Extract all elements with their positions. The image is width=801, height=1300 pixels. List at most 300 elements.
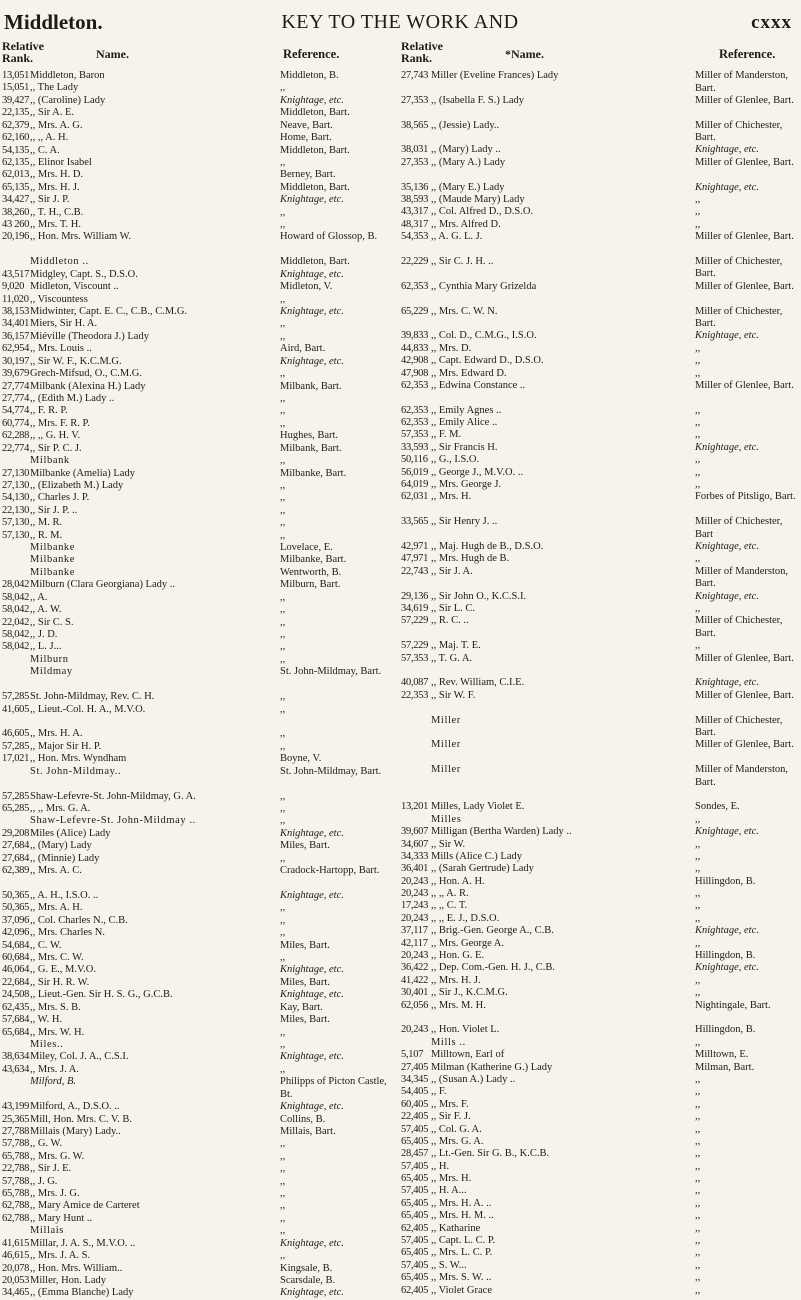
- list-item: [2, 977, 394, 989]
- entry-reference: ,,: [280, 815, 286, 827]
- entry-reference: ,,: [695, 937, 701, 949]
- list-item: [2, 1126, 394, 1138]
- list-item: [401, 1111, 800, 1123]
- entry-reference: Milbanke, Bart.: [280, 467, 347, 479]
- list-item: [2, 381, 394, 393]
- relative-rank: 33,565: [401, 516, 429, 528]
- relative-rank: 65,229: [401, 305, 429, 317]
- relative-rank: 38,153: [2, 306, 30, 318]
- list-item: [2, 927, 394, 939]
- entry-name: ,, (Mary A.) Lady: [431, 156, 506, 168]
- relative-rank: 46,064: [2, 964, 30, 976]
- entry-name: Miles (Alice) Lady: [30, 827, 111, 839]
- entry-reference: ,,: [280, 740, 286, 752]
- entry-name: ,, Elinor Isabel: [30, 156, 92, 168]
- entry-name: ,, Col. D., C.M.G., I.S.O.: [431, 330, 537, 342]
- entry-reference: ,,: [280, 504, 286, 516]
- list-item: [2, 1039, 394, 1051]
- list-item: [401, 1161, 800, 1173]
- entry-name: ,, Mrs. H. D.: [30, 169, 84, 181]
- entry-reference: Knightage, etc.: [695, 677, 759, 689]
- relative-rank: 57,684: [2, 1014, 30, 1026]
- relative-rank: 27,684: [2, 852, 30, 864]
- entry-name: Middleton ..: [30, 256, 89, 268]
- relative-rank: 9,020: [2, 281, 25, 293]
- relative-rank: 17,021: [2, 753, 30, 765]
- entry-reference: Milbank, Bart.: [280, 442, 342, 454]
- entry-reference: ,,: [280, 156, 286, 168]
- relative-rank: 43,199: [2, 1101, 30, 1113]
- entry-reference: Millais, Bart.: [280, 1125, 336, 1137]
- list-item: [2, 915, 394, 927]
- entry-reference: Knightage, etc.: [695, 144, 759, 156]
- entry-name: ,, Sir Francis H.: [431, 441, 498, 453]
- list-item: [401, 95, 800, 120]
- list-item: [401, 1235, 800, 1247]
- entry-name: Milbanke: [30, 542, 76, 554]
- entry-name: ,, ,, E. J., D.S.O.: [431, 912, 500, 924]
- relative-rank: 62,405: [401, 1284, 429, 1296]
- relative-rank: 20,243: [401, 950, 429, 962]
- list-item: [2, 542, 394, 554]
- relative-rank: 15,051: [2, 82, 30, 94]
- list-item: [2, 1200, 394, 1212]
- list-item: [401, 640, 800, 652]
- entry-reference: ,,: [280, 1163, 286, 1175]
- list-item: [2, 368, 394, 380]
- entry-name: ,, Sir C. J. H. ..: [431, 255, 494, 267]
- relative-rank: 54,684: [2, 939, 30, 951]
- list-item: [401, 380, 800, 405]
- list-item: [2, 468, 394, 480]
- entry-name: ,, Hon. G. E.: [431, 950, 485, 962]
- entry-reference: Nightingale, Bart.: [695, 999, 771, 1011]
- list-item: [401, 256, 800, 281]
- entry-reference: Middleton, B.: [280, 70, 339, 81]
- relative-rank: 62,954: [2, 343, 30, 355]
- list-item: [401, 739, 800, 764]
- entry-name: Mills ..: [431, 1036, 466, 1048]
- list-item: [401, 925, 800, 937]
- relative-rank: 22,405: [401, 1111, 429, 1123]
- entry-name: Millais (Mary) Lady..: [30, 1125, 121, 1137]
- list-item: [2, 828, 394, 840]
- entry-reference: Kay, Bart.: [280, 1001, 323, 1013]
- entry-name: ,, Mrs. T. H.: [30, 219, 81, 231]
- relative-rank: 60,774: [2, 417, 30, 429]
- list-item: [2, 1213, 394, 1225]
- list-item: [2, 1263, 394, 1275]
- entry-reference: ,,: [280, 492, 286, 504]
- relative-rank: 36,422: [401, 962, 429, 974]
- entry-reference: Miller of Glenlee, Bart.: [695, 156, 794, 168]
- entry-reference: ,,: [280, 952, 286, 964]
- list-item: [2, 741, 394, 753]
- list-item: [2, 157, 394, 169]
- list-item: [401, 1285, 800, 1297]
- list-item: [2, 530, 394, 542]
- entry-reference: Howard of Glossop, B.: [280, 231, 378, 243]
- entry-reference: ,,: [280, 641, 286, 653]
- list-item: [2, 952, 394, 964]
- list-item: [401, 1136, 800, 1148]
- list-item: [401, 566, 800, 591]
- entry-reference: ,,: [280, 1026, 286, 1038]
- relative-rank: 62,353: [401, 379, 429, 391]
- entry-reference: ,,: [280, 790, 286, 802]
- relative-rank: 65,405: [401, 1135, 429, 1147]
- right-column: [401, 40, 800, 1297]
- relative-rank: 20,243: [401, 912, 429, 924]
- list-item: [2, 70, 394, 82]
- entry-name: ,, Hon. Mrs. William..: [30, 1262, 123, 1274]
- list-item: [401, 1247, 800, 1259]
- entry-name: ,, Mrs. H. A. ..: [431, 1197, 492, 1209]
- entry-name: Middleton, Baron: [30, 70, 105, 81]
- list-item: [401, 1086, 800, 1098]
- list-item: [2, 95, 394, 107]
- entry-name: ,, A. W.: [30, 604, 62, 616]
- list-item: [401, 120, 800, 145]
- list-item: [401, 1173, 800, 1185]
- entry-name: ,, Hon. Violet L.: [431, 1024, 500, 1036]
- entry-name: ,, Violet Grace: [431, 1284, 492, 1296]
- entry-reference: Miller of Glenlee, Bart.: [695, 379, 794, 391]
- relative-rank: 29,208: [2, 827, 30, 839]
- entry-reference: Middleton, Bart.: [280, 181, 350, 193]
- list-item: [2, 1101, 394, 1113]
- entry-name: ,, Mrs. Charles N.: [30, 927, 105, 939]
- list-item: [2, 567, 394, 579]
- entry-reference: ,,: [695, 900, 701, 912]
- entry-reference: ,,: [280, 902, 286, 914]
- list-item: [2, 1250, 394, 1262]
- relative-rank: 43 260: [2, 219, 30, 231]
- list-item: [2, 207, 394, 219]
- list-item: [2, 803, 394, 815]
- list-item: [2, 554, 394, 566]
- list-item: [2, 1051, 394, 1063]
- entry-reference: Miles, Bart.: [280, 840, 330, 852]
- entry-reference: ,,: [280, 1038, 286, 1050]
- list-item: [2, 132, 394, 144]
- entry-name: ,, Sir John O., K.C.S.I.: [431, 590, 527, 602]
- relative-rank: 39,833: [401, 330, 429, 342]
- relative-rank: 54,774: [2, 405, 30, 417]
- entry-reference: ,,: [280, 1150, 286, 1162]
- relative-rank: 27,353: [401, 156, 429, 168]
- entry-reference: ,,: [695, 974, 701, 986]
- entry-name: ,, Major Sir H. P.: [30, 740, 102, 752]
- entry-reference: ,,: [280, 1250, 286, 1262]
- relative-rank: 43,517: [2, 268, 30, 280]
- entry-name: Milford, B.: [30, 1076, 76, 1088]
- relative-rank: 38,260: [2, 206, 30, 218]
- relative-rank: 57,788: [2, 1138, 30, 1150]
- entry-name: ,, Mrs. C. W. N.: [431, 305, 498, 317]
- entry-name: ,, Sir J. E.: [30, 1163, 72, 1175]
- entry-reference: Milltown, E.: [695, 1049, 749, 1061]
- entry-name: ,, Mary Amice de Carteret: [30, 1200, 140, 1212]
- entry-reference: Boyne, V.: [280, 753, 322, 765]
- entry-name: ,, A. G. L. J.: [431, 231, 483, 243]
- relative-rank: 65,788: [2, 1150, 30, 1162]
- list-item: [401, 764, 800, 801]
- entry-name: ,, Hon. Mrs. William W.: [30, 231, 132, 243]
- entry-name: ,, A.: [30, 591, 48, 603]
- relative-rank: 20,196: [2, 231, 30, 243]
- list-item: [2, 815, 394, 827]
- relative-rank: 65,405: [401, 1197, 429, 1209]
- entry-name: ,, Viscountess: [30, 293, 88, 305]
- entry-reference: Knightage, etc.: [695, 330, 759, 342]
- reference-header: Reference.: [283, 47, 340, 61]
- list-item: [401, 975, 800, 987]
- relative-rank: 22,774: [2, 442, 30, 454]
- entry-name: ,, The Lady: [30, 82, 79, 94]
- list-item: [2, 1163, 394, 1175]
- list-item: [401, 1260, 800, 1272]
- entry-reference: Miles, Bart.: [280, 1014, 330, 1026]
- entry-reference: Miller of Glenlee, Bart.: [695, 280, 794, 292]
- entry-name: ,, Sir P. C. J.: [30, 442, 82, 454]
- list-item: [401, 913, 800, 925]
- entry-name: ,, Mrs. George J.: [431, 479, 502, 491]
- entry-name: ,, Lieut.-Col. H. A., M.V.O.: [30, 703, 146, 715]
- entry-name: ,, Hon. Mrs. Wyndham: [30, 753, 127, 765]
- relative-rank: 65,405: [401, 1173, 429, 1185]
- entry-reference: ,,: [695, 553, 701, 565]
- entry-name: ,, L. J...: [30, 641, 62, 653]
- entry-reference: Knightage, etc.: [280, 964, 344, 976]
- entry-name: ,, Mrs. A. C.: [30, 865, 82, 877]
- entry-reference: Scarsdale, B.: [280, 1275, 336, 1287]
- relative-rank: 56,019: [401, 466, 429, 478]
- entry-reference: ,,: [280, 1063, 286, 1075]
- entry-reference: ,,: [280, 802, 286, 814]
- entry-name: ,, Charles J. P.: [30, 492, 90, 504]
- relative-rank: 43,634: [2, 1063, 30, 1075]
- entry-reference: ,,: [280, 405, 286, 417]
- entry-reference: ,,: [280, 479, 286, 491]
- relative-rank: 35,136: [401, 181, 429, 193]
- relative-rank: 33,593: [401, 441, 429, 453]
- relative-rank: 57,405: [401, 1123, 429, 1135]
- relative-rank: 54,353: [401, 231, 429, 243]
- relative-rank: 57,130: [2, 529, 30, 541]
- entry-list: [2, 70, 394, 1300]
- relative-rank: 17,243: [401, 900, 429, 912]
- entry-reference: ,,: [695, 1123, 701, 1135]
- relative-rank: 62,435: [2, 1001, 30, 1013]
- list-item: [2, 256, 394, 268]
- list-item: [2, 492, 394, 504]
- list-item: [2, 430, 394, 442]
- relative-rank: 24,508: [2, 989, 30, 1001]
- entry-reference: ,,: [280, 417, 286, 429]
- list-item: [401, 615, 800, 640]
- list-item: [401, 1272, 800, 1284]
- entry-reference: Sondes, E.: [695, 801, 740, 813]
- entry-name: ,, S. W...: [431, 1259, 467, 1271]
- list-item: [401, 801, 800, 813]
- list-item: [2, 418, 394, 430]
- left-column: [2, 40, 394, 1300]
- relative-rank: 65,285: [2, 802, 30, 814]
- entry-reference: ,,: [280, 629, 286, 640]
- relative-rank: 60,684: [2, 952, 30, 964]
- list-item: [2, 443, 394, 455]
- entry-reference: Miller of Chichester, Bart.: [695, 119, 783, 144]
- entry-reference: ,,: [695, 1111, 701, 1123]
- relative-rank: 50,116: [401, 454, 428, 466]
- entry-name: ,, (Susan A.) Lady ..: [431, 1073, 516, 1085]
- list-item: [2, 1151, 394, 1163]
- entry-reference: ,,: [695, 1210, 701, 1222]
- entry-reference: Knightage, etc.: [280, 94, 344, 106]
- list-item: [401, 281, 800, 306]
- list-item: [2, 604, 394, 616]
- list-item: [401, 206, 800, 218]
- list-item: [401, 1185, 800, 1197]
- relative-rank: 28,457: [401, 1148, 429, 1160]
- entry-name: Shaw-Lefevre-St. John-Mildmay, G. A.: [30, 790, 196, 802]
- entry-name: ,, H.: [431, 1160, 450, 1172]
- list-item: [2, 182, 394, 194]
- list-item: [2, 1188, 394, 1200]
- relative-rank: 20,243: [401, 888, 429, 900]
- entry-name: ,, Emily Agnes ..: [431, 404, 502, 416]
- list-item: [2, 219, 394, 231]
- entry-reference: Miller of Chichester, Bart.: [695, 255, 783, 280]
- relative-rank: 57,285: [2, 790, 30, 802]
- entry-reference: Knightage, etc.: [695, 441, 759, 453]
- list-item: [401, 888, 800, 900]
- list-item: [2, 617, 394, 629]
- list-item: [401, 467, 800, 479]
- relative-rank: 62,013: [2, 169, 30, 181]
- name-header: Name.: [96, 47, 129, 61]
- relative-rank: 27,405: [401, 1061, 429, 1073]
- entry-name: ,, Cynthia Mary Grizelda: [431, 280, 537, 292]
- entry-reference: ,,: [695, 342, 701, 354]
- entry-reference: ,,: [695, 1272, 701, 1284]
- list-item: [2, 704, 394, 729]
- entry-reference: ,,: [695, 1173, 701, 1185]
- entry-name: ,, Mrs. J. G.: [30, 1188, 80, 1200]
- entry-reference: ,,: [695, 813, 701, 825]
- entry-reference: Knightage, etc.: [280, 989, 344, 1001]
- entry-name: ,, Lt.-Gen. Sir G. B., K.C.B.: [431, 1148, 550, 1160]
- list-item: [2, 964, 394, 976]
- list-item: [401, 429, 800, 441]
- list-item: [401, 839, 800, 851]
- reference-header: Reference.: [719, 47, 776, 61]
- list-item: [2, 865, 394, 890]
- relative-rank: 57,285: [2, 740, 30, 752]
- entry-name: Miller, Hon. Lady: [30, 1275, 106, 1287]
- list-item: [2, 654, 394, 666]
- entry-reference: Milman, Bart.: [695, 1061, 755, 1073]
- entry-reference: ,,: [280, 455, 286, 467]
- list-item: [401, 1062, 800, 1074]
- entry-reference: ,,: [695, 429, 701, 441]
- relative-rank: 27,788: [2, 1125, 30, 1137]
- entry-reference: ,,: [280, 529, 286, 541]
- entry-reference: Knightage, etc.: [280, 1287, 344, 1299]
- list-item: [2, 1225, 394, 1237]
- entry-name: ,, Mrs. H.: [431, 491, 472, 503]
- list-item: [2, 1238, 394, 1250]
- entry-name: ,, H. A...: [431, 1185, 467, 1197]
- entry-reference: ,,: [280, 1225, 286, 1237]
- entry-name: ,, Mrs. Louis ..: [30, 343, 92, 355]
- list-item: [401, 863, 800, 875]
- list-item: [2, 579, 394, 591]
- entry-reference: Miller of Glenlee, Bart.: [695, 739, 794, 751]
- entry-name: Shaw-Lefevre-St. John-Mildmay ..: [30, 815, 196, 827]
- entry-name: ,, (Emma Blanche) Lady: [30, 1287, 134, 1299]
- entry-name: ,, ,, A. R.: [431, 888, 469, 900]
- list-item: [2, 517, 394, 529]
- entry-reference: ,,: [695, 640, 701, 652]
- entry-name: St. John-Mildmay, Rev. C. H.: [30, 691, 155, 703]
- entry-name: ,, G., I.S.O.: [431, 454, 480, 466]
- entry-name: ,, Mrs. F. R. P.: [30, 417, 90, 429]
- list-item: [401, 330, 800, 342]
- list-item: [2, 1275, 394, 1287]
- list-item: [401, 950, 800, 962]
- relative-rank: 22,684: [2, 976, 30, 988]
- entry-reference: Forbes of Pitsligo, Bart.: [695, 491, 796, 503]
- entry-reference: ,,: [695, 888, 701, 900]
- list-item: [401, 70, 800, 95]
- entry-name: ,, Brig.-Gen. George A., C.B.: [431, 925, 554, 937]
- list-item: [2, 766, 394, 791]
- entry-name: ,, Mrs. S. B.: [30, 1001, 81, 1013]
- relative-rank: 42,096: [2, 927, 30, 939]
- entry-reference: ,,: [695, 1073, 701, 1085]
- list-item: [401, 343, 800, 355]
- entry-reference: ,,: [280, 914, 286, 926]
- entry-name: ,, Sir W. F., K.C.M.G.: [30, 355, 122, 367]
- relative-rank: 58,042: [2, 641, 30, 653]
- entry-reference: Berney, Bart.: [280, 169, 336, 181]
- entry-name: ,, Mrs. F.: [431, 1098, 469, 1110]
- list-item: [2, 294, 394, 306]
- entry-name: ,, Sir J. P.: [30, 194, 70, 206]
- entry-name: ,, (Maude Mary) Lady: [431, 193, 525, 205]
- entry-name: ,, F.: [431, 1086, 447, 1098]
- relative-rank: 58,042: [2, 629, 30, 640]
- relative-rank: 65,684: [2, 1026, 30, 1038]
- entry-name: Miers, Sir H. A.: [30, 318, 98, 330]
- entry-reference: Knightage, etc.: [280, 1051, 344, 1063]
- relative-rank: 11,020: [2, 293, 29, 305]
- entry-reference: ,,: [280, 330, 286, 342]
- entry-reference: Hughes, Bart.: [280, 430, 339, 442]
- entry-reference: Knightage, etc.: [695, 590, 759, 602]
- entry-reference: Knightage, etc.: [695, 925, 759, 937]
- entry-name: ,, Capt. Edward D., D.S.O.: [431, 355, 544, 367]
- entry-name: ,, (Mary E.) Lady: [431, 181, 505, 193]
- list-item: [2, 592, 394, 604]
- entry-name: Midleton, Viscount ..: [30, 281, 119, 293]
- entry-reference: Miller of Glenlee, Bart.: [695, 94, 794, 106]
- entry-name: ,, F. M.: [431, 429, 462, 441]
- entry-name: ,, Sir C. S.: [30, 616, 74, 628]
- relative-rank: 41,615: [2, 1237, 30, 1249]
